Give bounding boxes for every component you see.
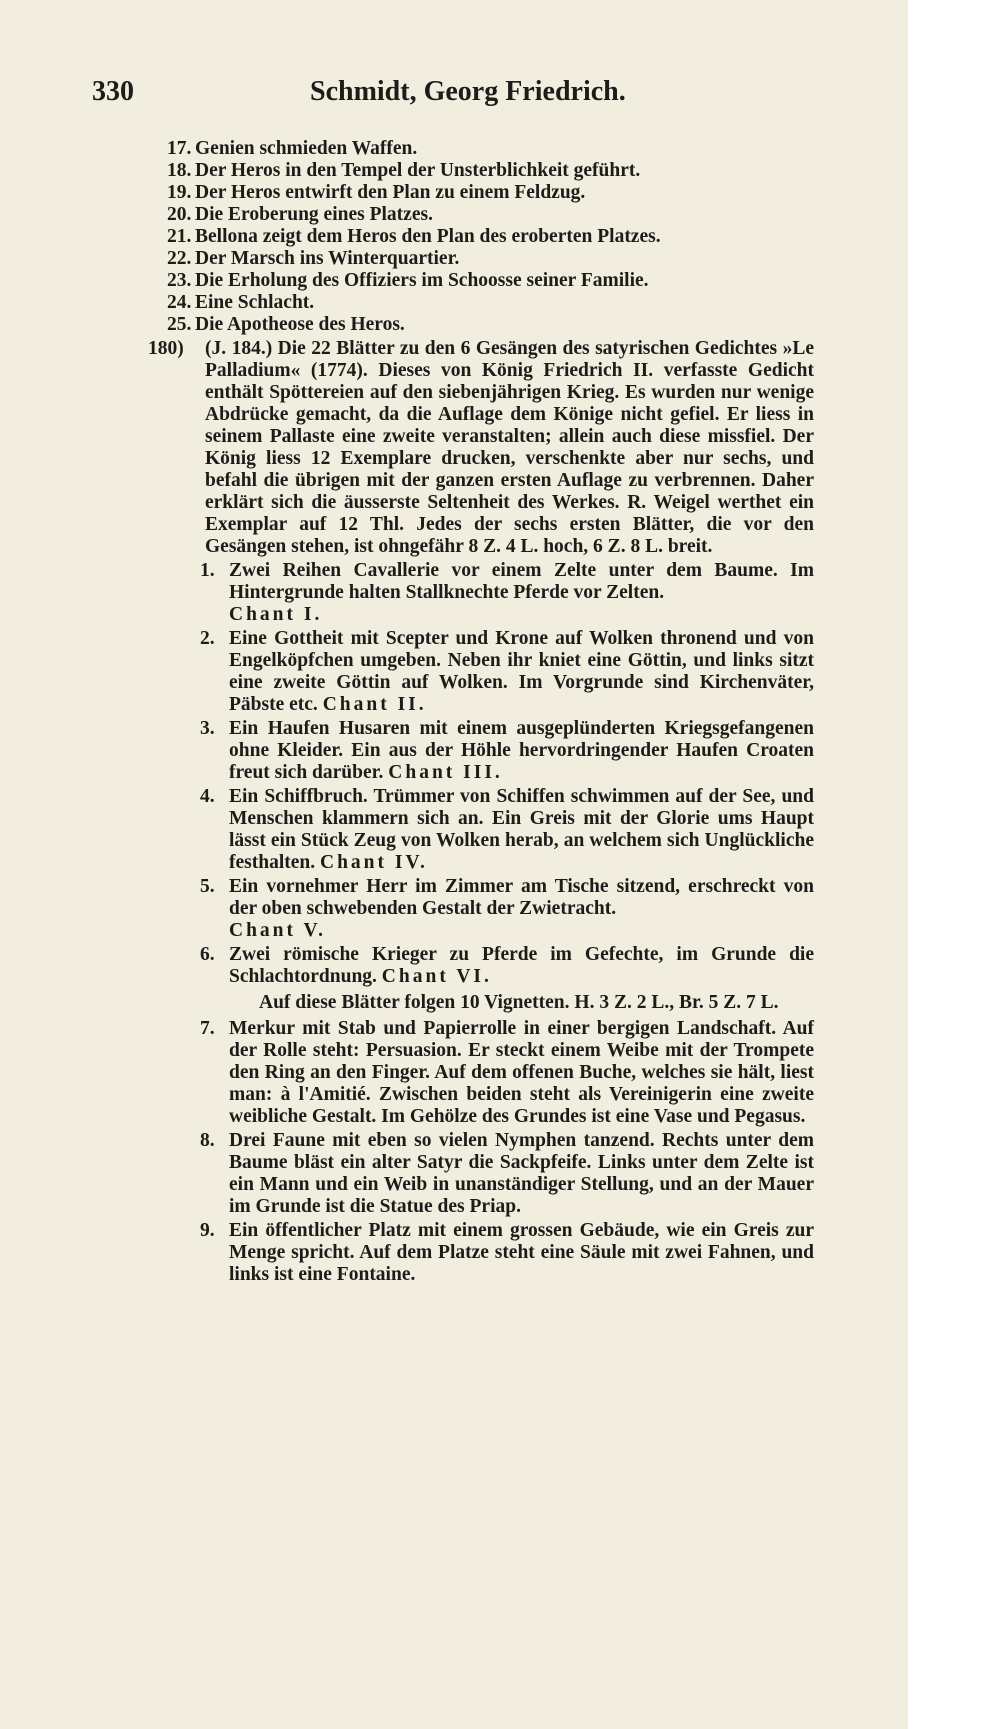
page-header <box>92 76 852 116</box>
list-item-number: 21. <box>167 226 192 247</box>
sheet-text: Ein Haufen Husaren mit einem ausgeplünderten Kriegsgefangenen ohne Kleider. Ein aus der Höhle hervordringender Haufen Croaten freut sich darüber. <box>229 718 814 783</box>
list-item-number: 19. <box>167 182 192 203</box>
sheet-number: 5. <box>200 876 215 897</box>
list-item-text: Bellona zeigt dem Heros den Plan des eroberten Platzes. <box>195 226 661 247</box>
list-item <box>0 314 908 336</box>
list-item-text: Der Marsch ins Winterquartier. <box>195 248 460 269</box>
list-item <box>0 248 908 270</box>
list-item <box>0 292 908 314</box>
list-item-text: Die Eroberung eines Platzes. <box>195 204 433 225</box>
entry-text: (J. 184.) Die 22 Blätter zu den 6 Gesängen des satyrischen Gedichtes »Le Palladium« (1774). Dieses von König Friedrich II. verfasste Gedicht enthält Spöttereien auf den siebenjährigen Krieg. Es wurden nur wenige Abdrücke gemacht, da die Auflage dem Könige nicht gefiel. Er liess in seinem Pallaste eine zweite veranstalten; allein auch diese missfiel. Der König liess 12 Exemplare drucken, verschenkte aber nur sechs, und befahl die übrigen mit der ganzen ersten Auflage zu verbrennen. Daher erklärt sich die äusserste Seltenheit des Werkes. R. Weigel werthet ein Exemplar auf 12 Thl. Jedes der sechs ersten Blätter, die vor den Gesängen stehen, ist ohngefähr 8 Z. 4 L. hoch, 6 Z. 8 L. breit. <box>205 338 814 557</box>
list-item <box>0 138 908 160</box>
list-item-number: 18. <box>167 160 192 181</box>
vignettes-note <box>0 992 908 1014</box>
chant-label: Chant I. <box>229 604 323 625</box>
sheet-item <box>0 718 908 784</box>
sheet-item <box>0 1130 908 1218</box>
page-number: 330 <box>92 76 134 107</box>
chant-label: Chant III. <box>388 762 503 783</box>
sheet-number: 6. <box>200 944 215 965</box>
list-item-text: Der Heros entwirft den Plan zu einem Feldzug. <box>195 182 586 203</box>
sheet-item <box>0 1018 908 1128</box>
sheet-text: Ein vornehmer Herr im Zimmer am Tische sitzend, erschreckt von der oben schwebenden Gestalt der Zwietracht. <box>229 876 814 919</box>
sheet-item <box>0 876 908 942</box>
note-text: Auf diese Blätter folgen 10 Vignetten. H. 3 Z. 2 L., Br. 5 Z. 7 L. <box>259 992 779 1013</box>
list-item-number: 25. <box>167 314 192 335</box>
list-item-text: Der Heros in den Tempel der Unsterblichkeit geführt. <box>195 160 641 181</box>
chant-label: Chant IV. <box>320 852 428 873</box>
sheet-number: 2. <box>200 628 215 649</box>
list-item <box>0 226 908 248</box>
list-item-text: Eine Schlacht. <box>195 292 315 313</box>
list-item <box>0 182 908 204</box>
sheet-text: Ein öffentlicher Platz mit einem grossen Gebäude, wie ein Greis zur Menge spricht. Auf dem Platze steht eine Säule mit zwei Fahnen, und links ist eine Fontaine. <box>229 1220 814 1285</box>
sheet-item <box>0 560 908 626</box>
entry-number: 180) <box>148 338 184 359</box>
list-item-number: 17. <box>167 138 192 159</box>
sheet-number: 9. <box>200 1220 215 1241</box>
list-item <box>0 270 908 292</box>
sheet-number: 7. <box>200 1018 215 1039</box>
list-item-number: 22. <box>167 248 192 269</box>
list-item-text: Genien schmieden Waffen. <box>195 138 418 159</box>
list-item-text: Die Erholung des Offiziers im Schoosse seiner Familie. <box>195 270 649 291</box>
list-item-number: 23. <box>167 270 192 291</box>
sheet-number: 8. <box>200 1130 215 1151</box>
sheet-text: Zwei römische Krieger zu Pferde im Gefechte, im Grunde die Schlachtordnung. <box>229 944 814 987</box>
list-item-number: 20. <box>167 204 192 225</box>
chant-label: Chant V. <box>229 920 326 941</box>
sheet-text: Merkur mit Stab und Papierrolle in einer bergigen Landschaft. Auf der Rolle steht: Persuasion. Er steckt einem Weibe mit der Trompete den Ring an den Finger. Auf dem offenen Buche, welches sie hält, liest man: à l'Amitié. Zwischen beiden steht als Vereinigerin eine zweite weibliche Gestalt. Im Gehölze des Grundes ist eine Vase und Pegasus. <box>229 1018 814 1127</box>
page-content <box>0 138 908 1286</box>
list-item <box>0 160 908 182</box>
sheet-item <box>0 1220 908 1286</box>
list-item <box>0 204 908 226</box>
sheet-item <box>0 944 908 988</box>
sheet-item <box>0 786 908 874</box>
running-title: Schmidt, Georg Friedrich. <box>310 76 626 107</box>
chant-label: Chant II. <box>322 694 427 715</box>
list-item-number: 24. <box>167 292 192 313</box>
list-item-text: Die Apotheose des Heros. <box>195 314 405 335</box>
sheet-number: 3. <box>200 718 215 739</box>
sheet-item <box>0 628 908 716</box>
sheet-number: 1. <box>200 560 215 581</box>
numbered-list <box>0 138 908 336</box>
catalog-entry-180 <box>0 338 908 558</box>
sheet-number: 4. <box>200 786 215 807</box>
sheet-text: Drei Faune mit eben so vielen Nymphen tanzend. Rechts unter dem Baume bläst ein alter Satyr die Sackpfeife. Links unter dem Zelte ist ein Mann und ein Weib in unanständiger Stellung, und an der Mauer im Grunde ist die Statue des Priap. <box>229 1130 814 1217</box>
chant-label: Chant VI. <box>381 966 492 987</box>
sheet-text: Zwei Reihen Cavallerie vor einem Zelte unter dem Baume. Im Hintergrunde halten Stallknechte Pferde vor Zelten. <box>229 560 814 603</box>
sheet-text: Ein Schiffbruch. Trümmer von Schiffen schwimmen auf der See, und Menschen klammern sich an. Ein Greis mit der Glorie ums Haupt lässt ein Stück Zeug von Wolken herab, an welchem sich Unglückliche festhalten. <box>229 786 814 873</box>
sheet-text: Eine Gottheit mit Scepter und Krone auf Wolken thronend und von Engelköpfchen umgeben. Neben ihr kniet eine Göttin, und links sitzt eine zweite Göttin auf Wolken. Im Vorgrunde sind Kirchenväter, Päbste etc. <box>229 628 814 715</box>
